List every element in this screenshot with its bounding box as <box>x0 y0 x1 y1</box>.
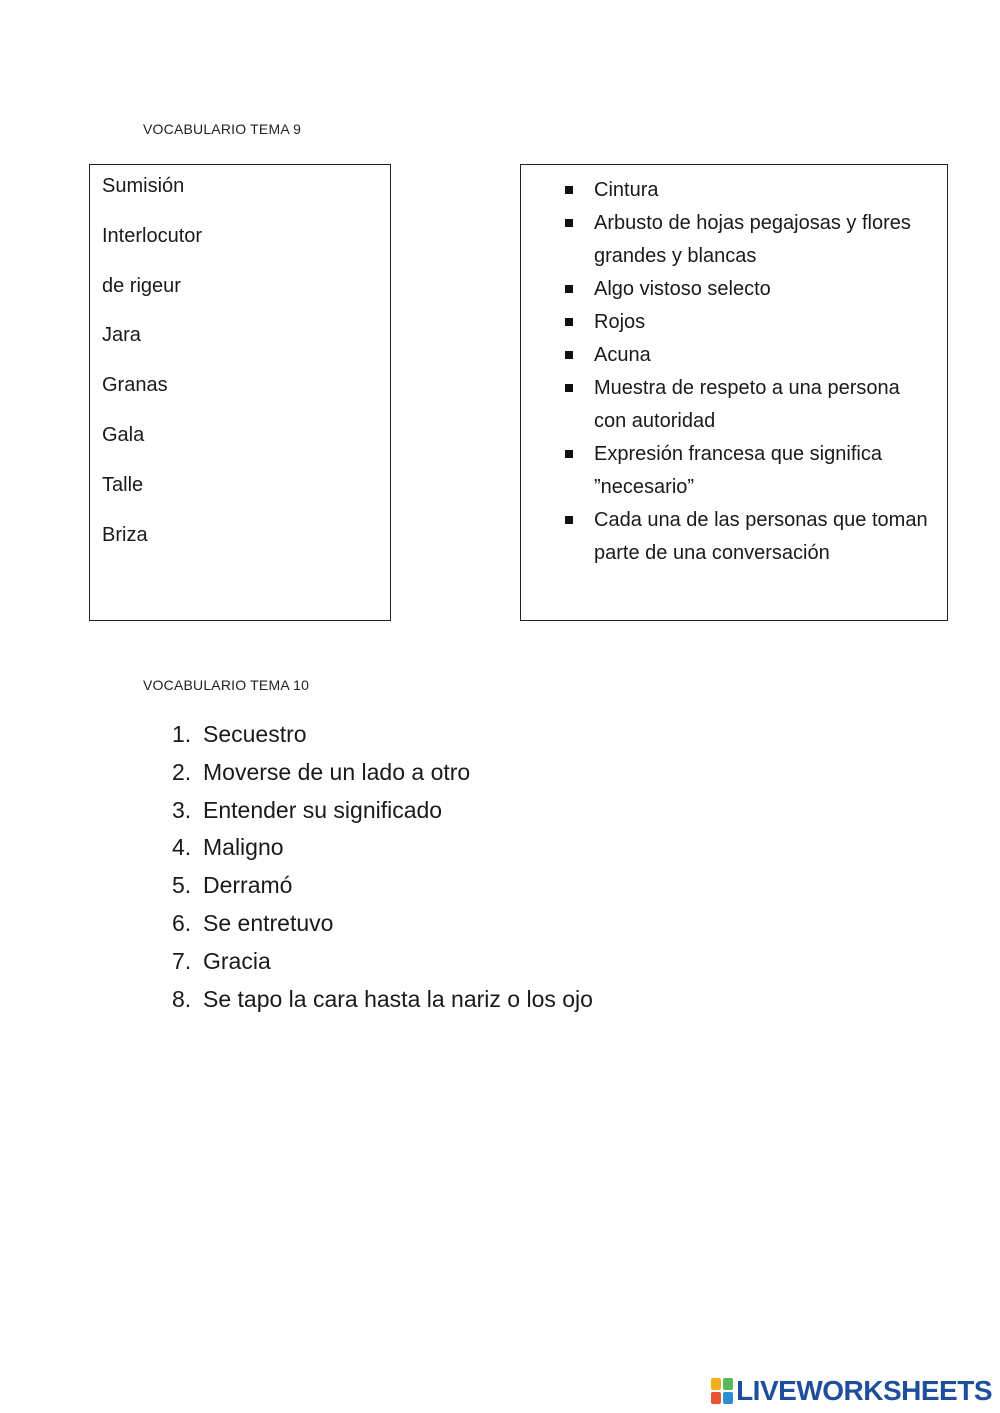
logo-square <box>723 1392 733 1404</box>
definition-item[interactable] <box>565 438 937 504</box>
words-box <box>89 164 391 621</box>
list-item[interactable] <box>172 754 593 792</box>
item-text: Secuestro <box>203 721 307 747</box>
definition-text: Cintura <box>594 179 659 201</box>
definitions-box <box>520 164 948 621</box>
square-bullet-icon <box>565 186 573 194</box>
definition-text: Algo vistoso selecto <box>594 278 771 300</box>
word-item[interactable]: Talle <box>102 473 144 496</box>
definition-text: Cada una de las personas que toman parte de una conversación <box>594 509 928 564</box>
definition-item[interactable] <box>565 174 937 207</box>
item-text: Se entretuvo <box>203 909 334 936</box>
definition-text: Rojos <box>594 311 646 333</box>
word-item[interactable]: Granas <box>102 374 168 397</box>
liveworksheets-logo[interactable] <box>711 1375 992 1407</box>
item-number: 1. <box>172 721 192 747</box>
definition-item[interactable] <box>565 273 937 306</box>
word-item[interactable]: de rigeur <box>102 274 181 297</box>
logo-text: LIVEWORKSHEETS <box>736 1375 992 1406</box>
logo-square <box>711 1378 721 1390</box>
word-item[interactable]: Briza <box>102 523 148 546</box>
definition-item[interactable] <box>565 339 937 372</box>
list-item[interactable] <box>172 792 593 830</box>
item-text: Se tapo la cara hasta la nariz o los ojo <box>203 985 593 1012</box>
word-item[interactable]: Sumisión <box>102 175 185 197</box>
tema9-title: VOCABULARIO TEMA 9 <box>143 121 302 137</box>
item-text: Derramó <box>203 872 293 899</box>
list-item[interactable] <box>172 981 593 1019</box>
item-number: 4. <box>172 834 192 861</box>
definition-text: Arbusto de hojas pegajosas y flores grandes y blancas <box>594 212 911 267</box>
square-bullet-icon <box>565 516 573 524</box>
item-text: Gracia <box>203 947 271 974</box>
square-bullet-icon <box>565 285 573 293</box>
item-number: 8. <box>172 985 192 1012</box>
definition-item[interactable] <box>565 207 937 273</box>
list-item[interactable] <box>172 867 593 905</box>
definition-list <box>565 174 937 570</box>
list-item[interactable] <box>172 716 593 754</box>
logo-square <box>711 1392 721 1404</box>
item-number: 6. <box>172 909 192 936</box>
item-number: 2. <box>172 758 192 785</box>
square-bullet-icon <box>565 219 573 227</box>
square-bullet-icon <box>565 450 573 458</box>
list-item[interactable] <box>172 905 593 943</box>
item-number: 7. <box>172 947 192 974</box>
square-bullet-icon <box>565 318 573 326</box>
square-bullet-icon <box>565 351 573 359</box>
tema10-list <box>172 716 593 1018</box>
item-text: Maligno <box>203 834 284 861</box>
definition-text: Acuna <box>594 344 651 366</box>
list-item[interactable] <box>172 829 593 867</box>
item-text: Moverse de un lado a otro <box>203 758 471 785</box>
item-number: 5. <box>172 872 192 899</box>
word-item[interactable]: Gala <box>102 423 145 446</box>
word-item[interactable]: Jara <box>102 324 141 347</box>
item-text: Entender su significado <box>203 796 443 823</box>
definition-item[interactable] <box>565 504 937 570</box>
definition-item[interactable] <box>565 372 937 438</box>
word-item[interactable]: Interlocutor <box>102 224 203 247</box>
definition-text: Muestra de respeto a una persona con autoridad <box>594 377 900 432</box>
square-bullet-icon <box>565 384 573 392</box>
definition-text: Expresión francesa que significa ”necesario” <box>594 443 882 498</box>
item-number: 3. <box>172 796 192 823</box>
word-list <box>102 175 378 573</box>
logo-mark-icon <box>711 1378 733 1404</box>
definition-item[interactable] <box>565 306 937 339</box>
logo-square <box>723 1378 733 1390</box>
list-item[interactable] <box>172 943 593 981</box>
tema10-title: VOCABULARIO TEMA 10 <box>143 677 310 693</box>
